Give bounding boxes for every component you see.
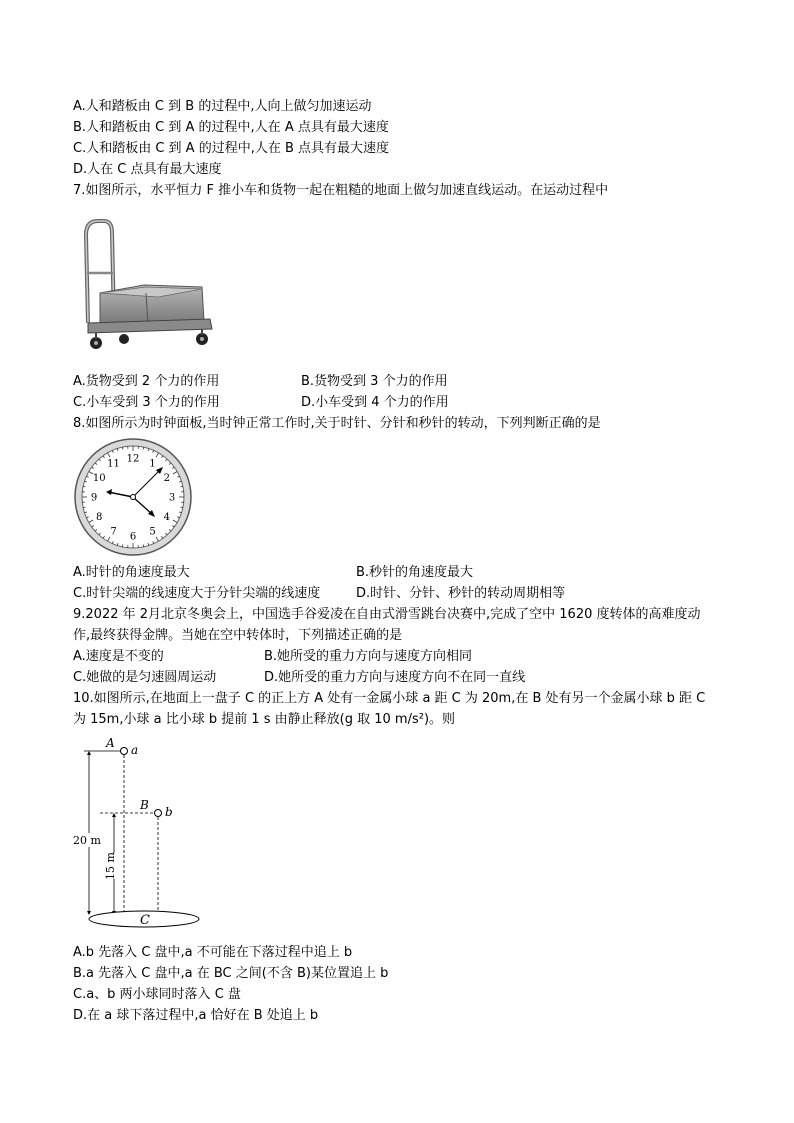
clock-figure xyxy=(73,437,193,557)
clock-numeral: 8 xyxy=(96,512,103,523)
ball-b-label: b xyxy=(165,805,173,819)
trolley-figure xyxy=(74,213,222,361)
q10-option-b: B.a 先落入 C 盘中,a 在 BC 之间(不含 B)某位置追上 b xyxy=(73,966,389,981)
q8-option-a: A.时针的角速度最大 xyxy=(73,565,190,580)
clock-numeral: 3 xyxy=(168,492,176,504)
falling-balls-figure xyxy=(70,733,210,933)
q10-stem-line-2: 为 15m,小球 a 比小球 b 提前 1 s 由静止释放(g 取 10 m/s²)。则 xyxy=(73,712,456,727)
q6-option-b: B.人和踏板由 C 到 A 的过程中,人在 A 点具有最大速度 xyxy=(73,120,389,135)
distance-15m-label: 15 m xyxy=(104,852,117,880)
clock-tick xyxy=(122,447,123,449)
clock-numeral: 12 xyxy=(126,453,140,465)
ball-a-label: a xyxy=(131,743,139,757)
clock-numeral: 11 xyxy=(107,458,120,470)
clock-numeral: 5 xyxy=(149,526,156,538)
q6-option-a: A.人和踏板由 C 到 B 的过程中,人向上做匀加速运动 xyxy=(73,99,372,114)
clock-tick xyxy=(180,507,182,508)
q9-option-b: B.她所受的重力方向与速度方向相同 xyxy=(264,649,473,664)
clock-tick xyxy=(180,486,182,487)
q7-stem: 7.如图所示，水平恒力 F 推小车和货物一起在粗糙的地面上做匀加速直线运动。在运动过程中 xyxy=(73,183,609,198)
clock-numeral: 7 xyxy=(110,526,117,538)
plate-c-label: C xyxy=(140,913,150,928)
clock-tick xyxy=(122,544,123,546)
q6-option-d: D.人在 C 点具有最大速度 xyxy=(73,162,222,177)
q10-stem-line-1: 10.如图所示,在地面上一盘子 C 的正上方 A 处有一金属小球 a 距 C 为 20m,在 B 处有另一个金属小球 b 距 C xyxy=(73,691,706,706)
q10-option-a: A.b 先落入 C 盘中,a 不可能在下落过程中追上 b xyxy=(73,945,353,960)
clock-tick xyxy=(83,507,85,508)
q8-option-b: B.秒针的角速度最大 xyxy=(356,565,474,580)
q8-option-c: C.时针尖端的线速度大于分针尖端的线速度 xyxy=(73,586,321,601)
q10-option-c: C.a、b 两小球同时落入 C 盘 xyxy=(73,987,241,1002)
ball-a xyxy=(121,748,128,755)
q7-option-b: B.货物受到 3 个力的作用 xyxy=(301,374,448,389)
clock-numeral: 1 xyxy=(149,458,156,470)
clock-tick xyxy=(83,486,85,487)
q8-option-d: D.时针、分针、秒针的转动周期相等 xyxy=(356,586,566,601)
clock-numeral: 10 xyxy=(92,473,106,484)
ball-b xyxy=(155,810,162,817)
q7-option-a: A.货物受到 2 个力的作用 xyxy=(73,374,220,389)
clock-tick xyxy=(143,447,144,449)
q6-option-c: C.人和踏板由 C 到 A 的过程中,人在 B 点具有最大速度 xyxy=(73,141,390,156)
q8-stem: 8.如图所示为时钟面板,当时钟正常工作时,关于时针、分针和秒针的转动，下列判断正确的是 xyxy=(73,416,601,431)
q7-option-c: C.小车受到 3 个力的作用 xyxy=(73,395,220,410)
clock-numeral: 2 xyxy=(163,473,170,484)
q7-option-d: D.小车受到 4 个力的作用 xyxy=(301,395,449,410)
point-b-label: B xyxy=(140,798,149,812)
q10-option-d: D.在 a 球下落过程中,a 恰好在 B 处追上 b xyxy=(73,1008,319,1023)
clock-tick xyxy=(143,544,144,546)
clock-numeral: 6 xyxy=(129,531,137,543)
clock-numeral: 9 xyxy=(90,492,98,504)
distance-20m-label: 20 m xyxy=(73,834,101,847)
q9-stem-line-1: 9.2022 年 2月北京冬奥会上，中国选手谷爱凌在自由式滑雪跳台决赛中,完成了空中 1620 度转体的高难度动 xyxy=(73,607,701,622)
q9-option-d: D.她所受的重力方向与速度方向不在同一直线 xyxy=(264,670,526,685)
q9-option-a: A.速度是不变的 xyxy=(73,649,164,664)
q9-option-c: C.她做的是匀速圆周运动 xyxy=(73,670,217,685)
q9-stem-line-2: 作,最终获得金牌。当她在空中转体时，下列描述正确的是 xyxy=(73,628,403,643)
clock-numeral: 4 xyxy=(163,512,170,523)
point-a-label: A xyxy=(106,736,115,750)
